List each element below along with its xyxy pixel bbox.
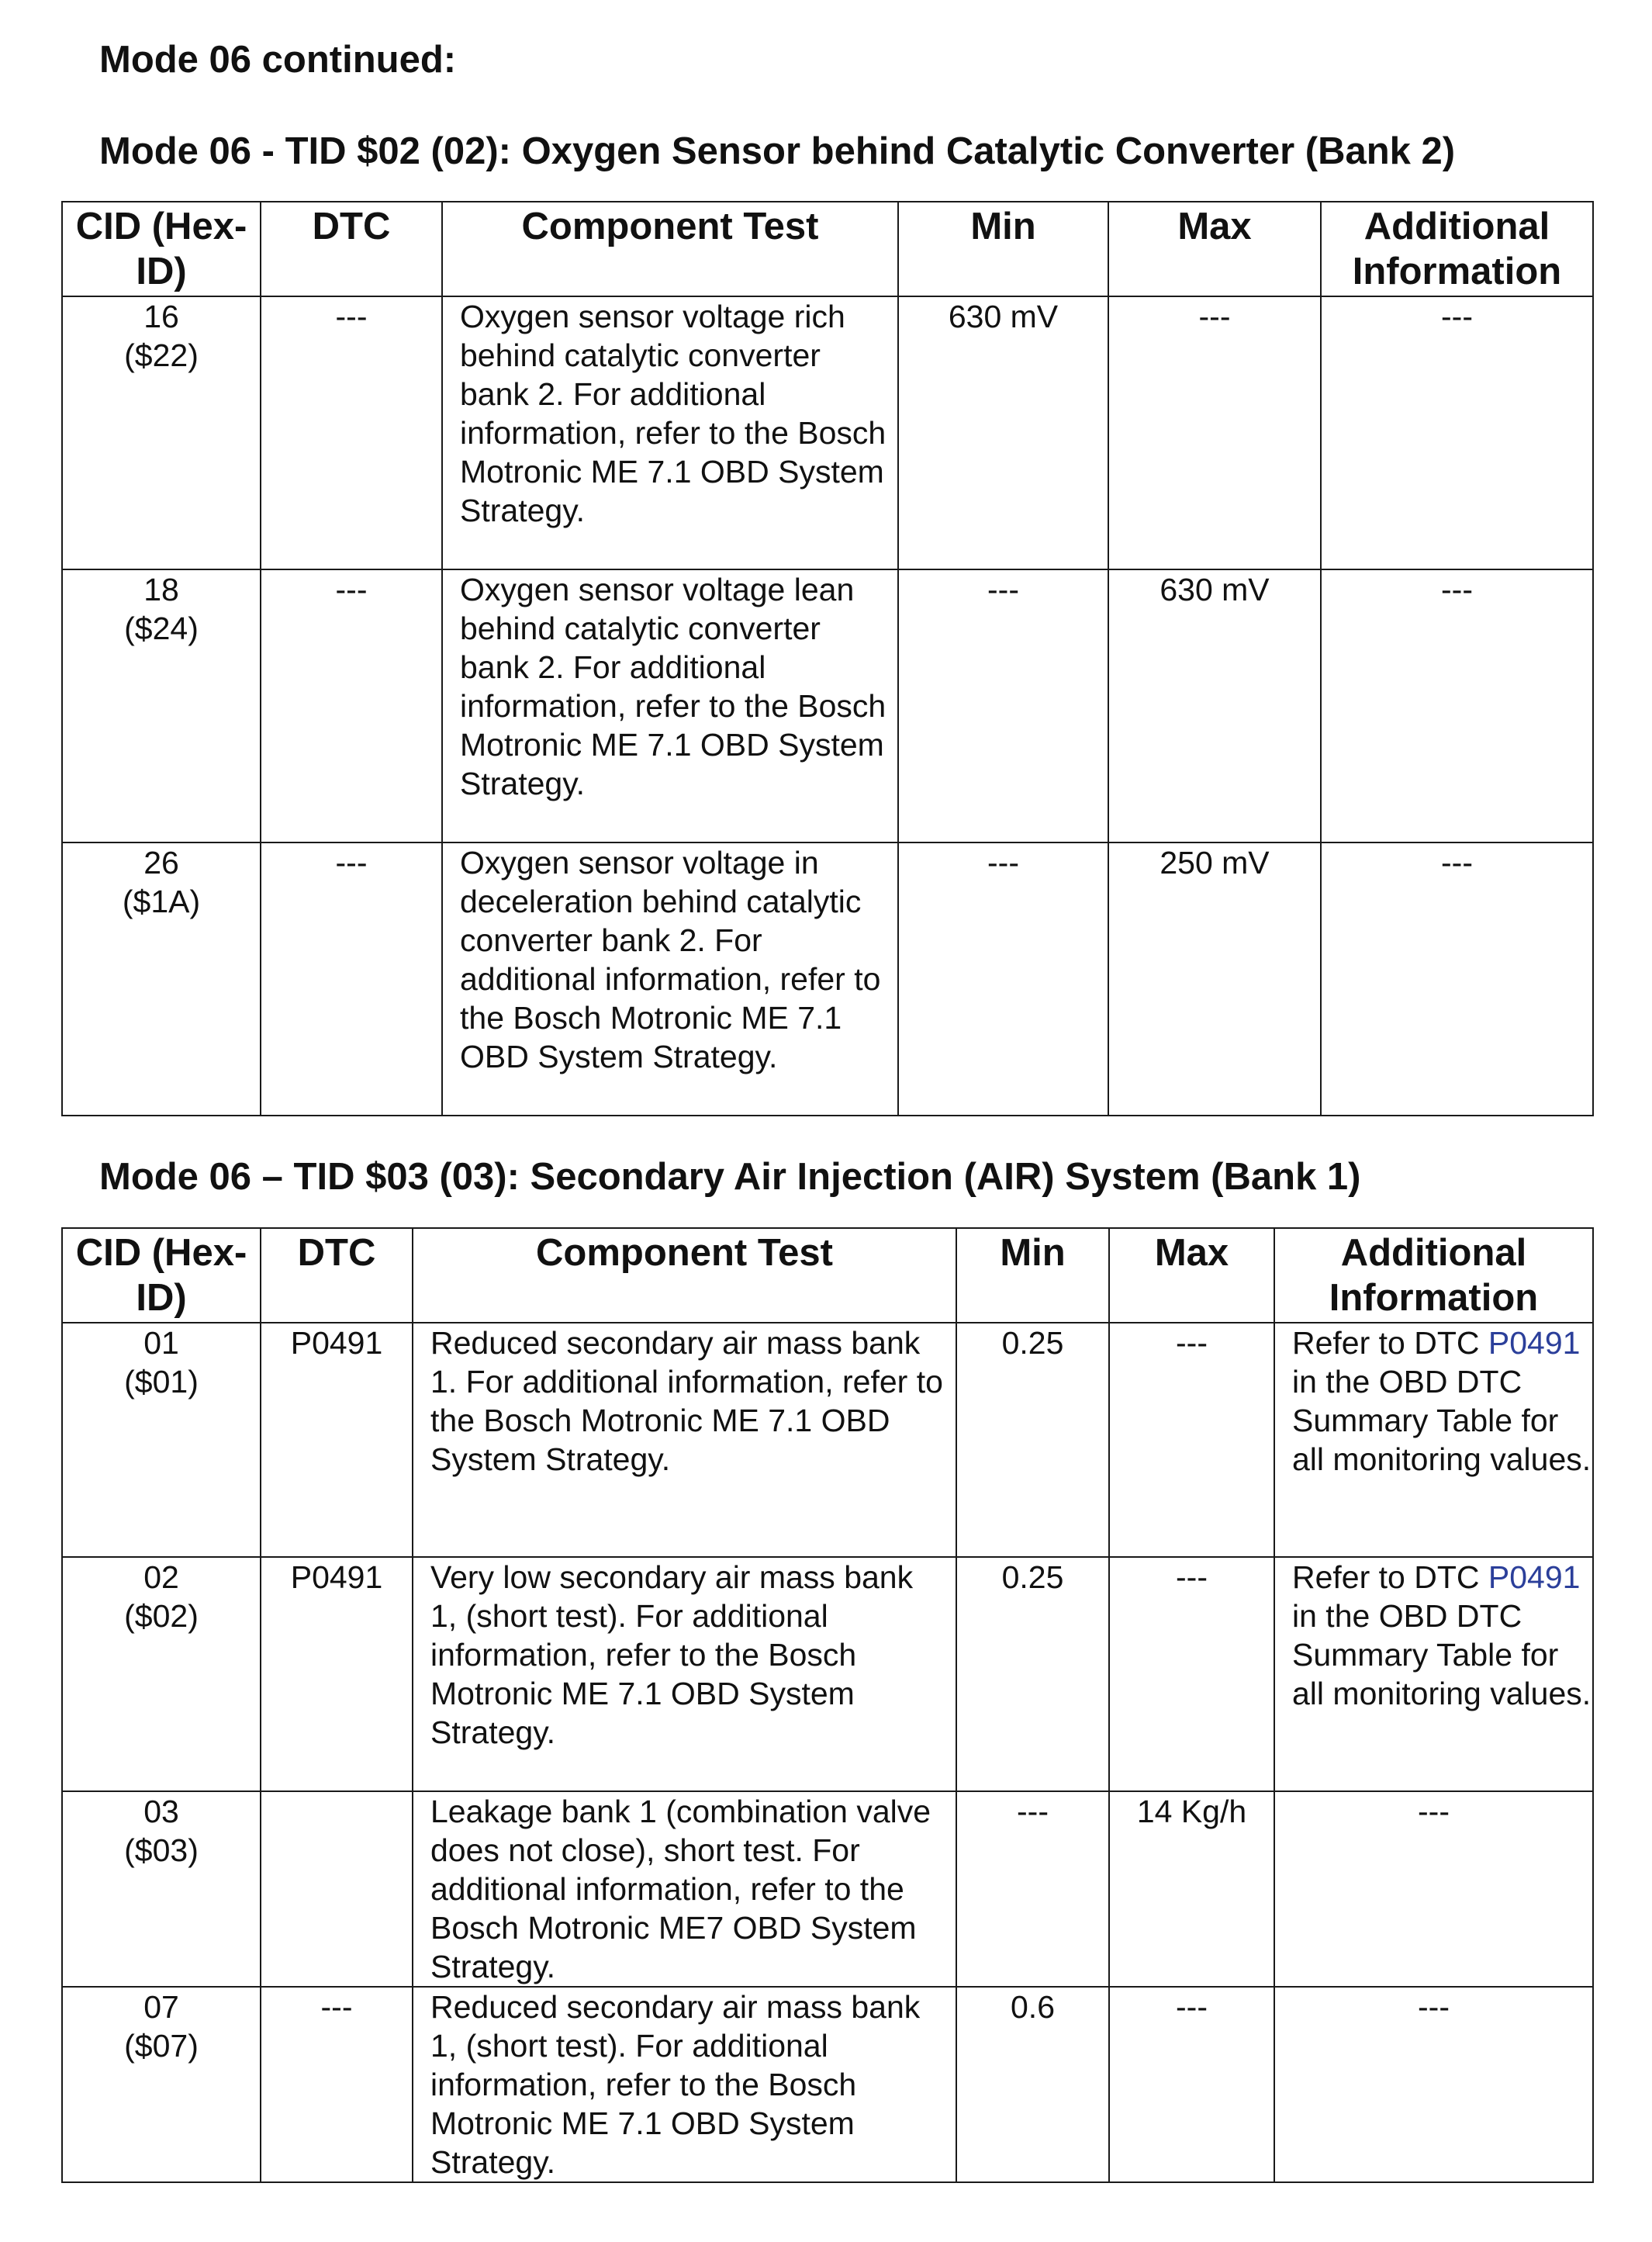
header-additional-information: Additional Information	[1274, 1228, 1593, 1323]
header-additional-information: Additional Information	[1321, 202, 1593, 296]
table-header-row	[62, 1228, 1593, 1323]
additional-info-cell	[1274, 1557, 1593, 1791]
hex-id-value: ($02)	[124, 1598, 199, 1634]
cid-cell	[62, 569, 261, 842]
table-tid-02	[61, 201, 1594, 1116]
cid-value: 02	[143, 1559, 179, 1595]
table-row	[62, 1791, 1593, 1987]
hex-id-value: ($1A)	[122, 884, 201, 919]
header-dtc: DTC	[261, 1228, 413, 1323]
hex-id-value: ($07)	[124, 2028, 199, 2064]
additional-info-cell: ---	[1274, 1987, 1593, 2182]
additional-info-cell: ---	[1321, 569, 1593, 842]
dtc-cell: P0491	[261, 1323, 413, 1557]
min-cell: 630 mV	[898, 296, 1108, 569]
info-prefix: Refer to DTC	[1292, 1325, 1480, 1361]
min-cell: 0.6	[956, 1987, 1109, 2182]
table-row	[62, 1557, 1593, 1791]
component-test-cell: Oxygen sensor voltage lean behind catalytic converter bank 2. For additional information, refer to the Bosch Motronic ME 7.1 OBD System Strategy.	[442, 569, 898, 842]
cid-value: 03	[143, 1794, 179, 1829]
dtc-cell: ---	[261, 1987, 413, 2182]
table-row	[62, 296, 1593, 569]
component-test-cell: Oxygen sensor voltage rich behind catalytic converter bank 2. For additional information, refer to the Bosch Motronic ME 7.1 OBD System Strategy.	[442, 296, 898, 569]
hex-id-value: ($03)	[124, 1832, 199, 1868]
table-row	[62, 1987, 1593, 2182]
table-tid-03	[61, 1227, 1594, 2183]
cid-cell	[62, 1791, 261, 1987]
header-min: Min	[956, 1228, 1109, 1323]
additional-info-cell: ---	[1321, 842, 1593, 1116]
dtc-cell: ---	[261, 842, 442, 1116]
max-cell: ---	[1109, 1987, 1274, 2182]
component-test-cell: Reduced secondary air mass bank 1, (short test). For additional information, refer to the Bosch Motronic ME 7.1 OBD System Strategy.	[413, 1987, 956, 2182]
cid-cell	[62, 1323, 261, 1557]
hex-id-value: ($24)	[124, 611, 199, 646]
page-heading: Mode 06 continued:	[99, 39, 457, 81]
cid-value: 18	[143, 572, 179, 607]
table-row	[62, 569, 1593, 842]
dtc-link-p0491[interactable]: P0491	[1488, 1559, 1581, 1595]
dtc-cell: ---	[261, 296, 442, 569]
max-cell: 630 mV	[1108, 569, 1321, 842]
cid-value: 07	[143, 1989, 179, 2025]
info-suffix: in the OBD DTC Summary Table for all monitoring values.	[1292, 1598, 1592, 1711]
info-prefix: Refer to DTC	[1292, 1559, 1480, 1595]
max-cell: ---	[1108, 296, 1321, 569]
cid-value: 26	[143, 845, 179, 881]
cid-value: 01	[143, 1325, 179, 1361]
max-cell: 14 Kg/h	[1109, 1791, 1274, 1987]
additional-info-cell	[1274, 1323, 1593, 1557]
header-component-test: Component Test	[413, 1228, 956, 1323]
component-test-cell: Very low secondary air mass bank 1, (short test). For additional information, refer to the Bosch Motronic ME 7.1 OBD System Strategy.	[413, 1557, 956, 1791]
min-cell: ---	[956, 1791, 1109, 1987]
table-header-row	[62, 202, 1593, 296]
header-cid: CID (Hex-ID)	[62, 202, 261, 296]
min-cell: ---	[898, 569, 1108, 842]
max-cell: ---	[1109, 1557, 1274, 1791]
min-cell: ---	[898, 842, 1108, 1116]
component-test-cell: Reduced secondary air mass bank 1. For additional information, refer to the Bosch Motronic ME 7.1 OBD System Strategy.	[413, 1323, 956, 1557]
cid-cell	[62, 842, 261, 1116]
header-dtc: DTC	[261, 202, 442, 296]
section-title-tid-03: Mode 06 – TID $03 (03): Secondary Air Injection (AIR) System (Bank 1)	[99, 1156, 1361, 1198]
dtc-link-p0491[interactable]: P0491	[1488, 1325, 1581, 1361]
max-cell: 250 mV	[1108, 842, 1321, 1116]
info-suffix: in the OBD DTC Summary Table for all monitoring values.	[1292, 1364, 1592, 1477]
section-title-tid-02: Mode 06 - TID $02 (02): Oxygen Sensor behind Catalytic Converter (Bank 2)	[99, 130, 1456, 172]
min-cell: 0.25	[956, 1323, 1109, 1557]
additional-info-cell: ---	[1274, 1791, 1593, 1987]
cid-cell	[62, 296, 261, 569]
max-cell: ---	[1109, 1323, 1274, 1557]
header-component-test: Component Test	[442, 202, 898, 296]
header-max: Max	[1109, 1228, 1274, 1323]
dtc-cell: P0491	[261, 1557, 413, 1791]
dtc-cell: ---	[261, 569, 442, 842]
dtc-cell	[261, 1791, 413, 1987]
component-test-cell: Leakage bank 1 (combination valve does not close), short test. For additional information, refer to the Bosch Motronic ME7 OBD System Strategy.	[413, 1791, 956, 1987]
component-test-cell: Oxygen sensor voltage in deceleration behind catalytic converter bank 2. For additional information, refer to the Bosch Motronic ME 7.1 OBD System Strategy.	[442, 842, 898, 1116]
cid-value: 16	[143, 299, 179, 334]
header-cid: CID (Hex-ID)	[62, 1228, 261, 1323]
table-row	[62, 1323, 1593, 1557]
table-row	[62, 842, 1593, 1116]
cid-cell	[62, 1557, 261, 1791]
min-cell: 0.25	[956, 1557, 1109, 1791]
hex-id-value: ($01)	[124, 1364, 199, 1400]
additional-info-cell: ---	[1321, 296, 1593, 569]
cid-cell	[62, 1987, 261, 2182]
header-min: Min	[898, 202, 1108, 296]
header-max: Max	[1108, 202, 1321, 296]
hex-id-value: ($22)	[124, 337, 199, 373]
